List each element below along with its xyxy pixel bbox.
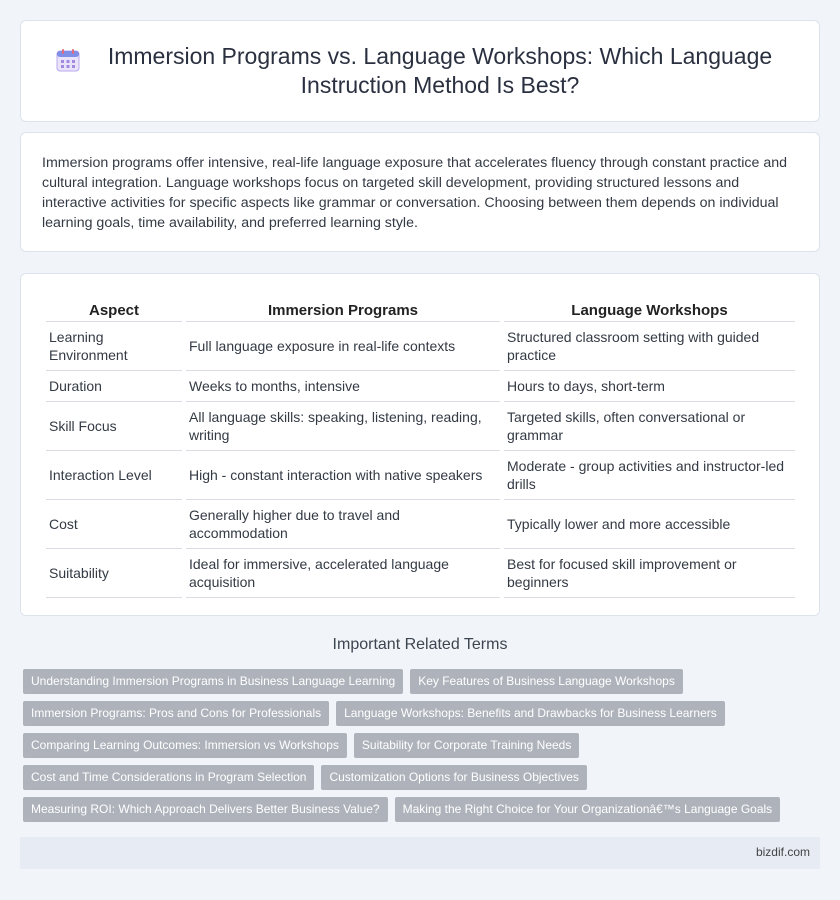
header-card [20, 20, 820, 122]
related-tag[interactable]: Comparing Learning Outcomes: Immersion vs Workshops [23, 733, 347, 758]
table-cell: Targeted skills, often conversational or grammar [504, 402, 795, 451]
tag-row [23, 701, 725, 726]
related-tag[interactable]: Making the Right Choice for Your Organizationâ€™s Language Goals [395, 797, 781, 822]
header-immersion: Immersion Programs [186, 296, 500, 322]
table-header-row [46, 296, 795, 322]
table-row [46, 549, 795, 598]
table-row [46, 451, 795, 500]
table-cell: Suitability [46, 549, 182, 598]
related-tag[interactable]: Cost and Time Considerations in Program Selection [23, 765, 314, 790]
tag-row [23, 765, 587, 790]
table-cell: Best for focused skill improvement or beginners [504, 549, 795, 598]
page-title: Immersion Programs vs. Language Workshops: Which Language Instruction Method Is Best? [107, 43, 773, 98]
footer-brand[interactable]: bizdif.com [755, 845, 810, 859]
footer [20, 837, 820, 869]
table-cell: Full language exposure in real-life contexts [186, 322, 500, 371]
tag-row [23, 797, 780, 822]
table-cell: High - constant interaction with native speakers [186, 451, 500, 500]
related-tag[interactable]: Immersion Programs: Pros and Cons for Professionals [23, 701, 329, 726]
table-cell: Skill Focus [46, 402, 182, 451]
related-tag[interactable]: Measuring ROI: Which Approach Delivers Better Business Value? [23, 797, 388, 822]
table-cell: Cost [46, 500, 182, 549]
header-aspect: Aspect [46, 296, 182, 322]
table-cell: All language skills: speaking, listening, reading, writing [186, 402, 500, 451]
table-cell: Learning Environment [46, 322, 182, 371]
related-terms-title: Important Related Terms [332, 636, 508, 653]
table-row [46, 500, 795, 549]
table-cell: Weeks to months, intensive [186, 371, 500, 402]
related-tag[interactable]: Understanding Immersion Programs in Business Language Learning [23, 669, 403, 694]
related-tag[interactable]: Suitability for Corporate Training Needs [354, 733, 579, 758]
table-cell: Generally higher due to travel and accommodation [186, 500, 500, 549]
table-cell: Typically lower and more accessible [504, 500, 795, 549]
table-cell: Moderate - group activities and instructor-led drills [504, 451, 795, 500]
table-row [46, 402, 795, 451]
related-tag[interactable]: Language Workshops: Benefits and Drawbacks for Business Learners [336, 701, 725, 726]
table-cell: Ideal for immersive, accelerated language acquisition [186, 549, 500, 598]
comparison-card [20, 273, 820, 616]
related-tag[interactable]: Customization Options for Business Objectives [321, 765, 586, 790]
intro-paragraph: Immersion programs offer intensive, real-life language exposure that accelerates fluency through constant practice and cultural integration. Language workshops focus on targeted skill development, providing structured lessons and interactive activities for specific aspects like grammar or conversation. Choosing between them depends on individual learning goals, time availability, and preferred learning style. [42, 155, 787, 231]
header-workshops: Language Workshops [504, 296, 795, 322]
table-cell: Structured classroom setting with guided practice [504, 322, 795, 371]
table-row [46, 322, 795, 371]
table-row [46, 371, 795, 402]
tag-row [23, 669, 683, 694]
intro-card [20, 132, 820, 252]
related-tag[interactable]: Key Features of Business Language Workshops [410, 669, 683, 694]
table-cell: Hours to days, short-term [504, 371, 795, 402]
table-cell: Interaction Level [46, 451, 182, 500]
tag-row [23, 733, 579, 758]
table-cell: Duration [46, 371, 182, 402]
comparison-table [42, 296, 799, 598]
